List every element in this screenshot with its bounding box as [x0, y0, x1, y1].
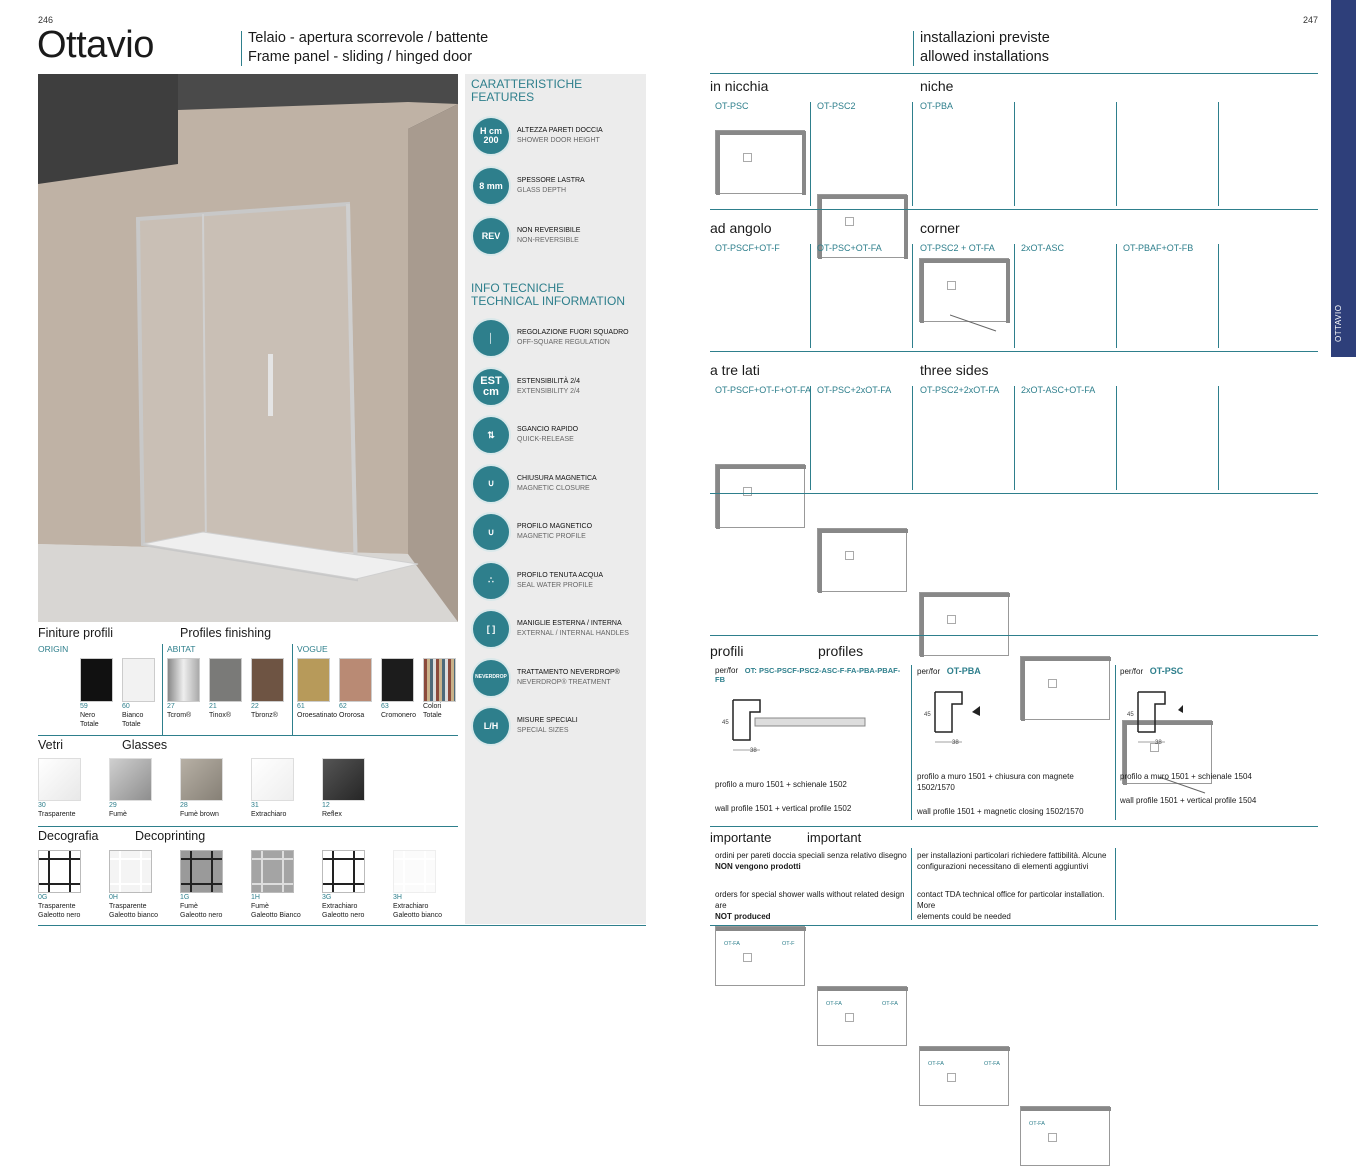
label: Totale [122, 721, 141, 728]
plan-tag: OT-FA [882, 1001, 898, 1007]
installation-code: OT-PSC [715, 101, 749, 111]
plan-tag: OT-F [782, 941, 795, 947]
badge: 8 mm [479, 180, 503, 191]
note-it: per installazioni particolari richiedere fattibilità. Alcune [917, 851, 1107, 860]
installation-code: OT-PSC+2xOT-FA [817, 385, 892, 395]
feature-it: SPESSORE LASTRA [517, 177, 585, 184]
finishing-heading-en: Profiles finishing [180, 626, 272, 640]
info-en: OFF-SQUARE REGULATION [517, 339, 610, 347]
badge: EST cm [480, 374, 502, 398]
code: 28 [180, 802, 188, 809]
label: Totale [423, 712, 442, 719]
glass-swatch [109, 758, 152, 819]
features-heading-en: FEATURES [471, 90, 535, 104]
installation-plan [715, 926, 805, 986]
row-title-en: three sides [920, 362, 989, 378]
subtitle-en: Frame panel - sliding / hinged door [248, 49, 473, 65]
label: Cromonero [381, 712, 417, 719]
info-item [471, 557, 641, 606]
profile-desc-it: profilo a muro 1501 + schienale 1502 [715, 780, 847, 789]
info-heading-it: INFO TECNICHE [471, 281, 565, 295]
info-heading [471, 282, 625, 308]
installation-code: OT-PBA [920, 101, 954, 111]
group-vogue: VOGUE [297, 644, 328, 654]
info-en: MAGNETIC PROFILE [517, 533, 586, 541]
deco-pattern [322, 850, 365, 893]
finish-swatch [80, 658, 113, 729]
installation-plan [715, 130, 805, 194]
installation-plan [817, 528, 907, 592]
info-en: EXTERNAL / INTERNAL HANDLES [517, 630, 629, 638]
profiles-heading-en: profiles [818, 643, 864, 659]
deco-swatch [180, 850, 223, 920]
info-it: MANIGLIE ESTERNA / INTERNA [517, 620, 622, 628]
profile-dimension: 38 [952, 740, 959, 746]
info-it: ESTENSIBILITÀ 2/4 [517, 377, 581, 385]
code: 63 [381, 703, 389, 710]
important-heading-it: importante [710, 830, 772, 845]
label: Tinox® [209, 712, 232, 719]
note-it: NON vengono prodotti [715, 862, 801, 871]
page-number-right: 247 [1303, 15, 1319, 25]
glass-color [251, 758, 294, 801]
installation-plan [715, 464, 805, 528]
code: 59 [80, 703, 88, 710]
glass-swatch [180, 758, 223, 819]
feature-item [471, 111, 641, 161]
swatch-color [423, 658, 456, 702]
magnetic-profile-icon: ∪ [471, 512, 511, 552]
finish-swatch [381, 658, 416, 720]
code: 21 [209, 703, 217, 710]
profile-codes: OT-PSC [1149, 666, 1184, 676]
feature-it: NON REVERSIBILE [517, 227, 581, 234]
off-square-icon: │ [471, 318, 511, 358]
deco-heading-en: Decoprinting [135, 829, 206, 843]
profile-desc-it: profilo a muro 1501 + schienale 1504 [1120, 772, 1252, 781]
code: 3H [393, 894, 402, 901]
installation-plan [817, 986, 907, 1046]
finish-swatch [167, 658, 200, 720]
deco-pattern [38, 850, 81, 893]
deco-swatch [322, 850, 365, 920]
shower-enclosure-illustration [38, 74, 458, 622]
label: Extrachiaro [251, 811, 287, 818]
seal-water-icon: ∴ [471, 561, 511, 601]
swatch-color [297, 658, 330, 702]
subtitle [248, 29, 488, 67]
deco-swatch [38, 850, 81, 920]
group-abitat: ABITAT [167, 644, 196, 654]
glass-swatch [38, 758, 81, 819]
label: Nero [80, 712, 96, 719]
info-item [471, 460, 641, 509]
feature-item [471, 161, 641, 211]
finish-swatch [209, 658, 242, 720]
swatch-color [122, 658, 155, 702]
profile-codes: OT: PSC-PSCF-PSC2-ASC-F-FA-PBA-PBAF-FB [715, 666, 901, 684]
profile-dimension: 45 [722, 720, 729, 726]
feature-item [471, 211, 641, 261]
feature-en: NON-REVERSIBLE [517, 237, 579, 244]
badge: REV [481, 230, 501, 241]
glass-swatch [251, 758, 294, 819]
label: Tbronz® [251, 712, 278, 719]
installation-plan [919, 592, 1009, 656]
installation-code: OT-PBAF+OT-FB [1123, 243, 1194, 253]
code: 31 [251, 802, 259, 809]
feature-it: ALTEZZA PARETI DOCCIA [517, 127, 603, 134]
info-en: QUICK-RELEASE [517, 436, 574, 444]
label: Tcrom® [167, 712, 192, 719]
installation-code: OT-PSC+OT-FA [817, 243, 882, 253]
glass-swatch [322, 758, 365, 819]
label: Fumè [109, 811, 127, 818]
note-en: orders for special shower walls without related design are [715, 890, 905, 910]
label: Ororosa [339, 712, 365, 719]
label: Galeotto nero [322, 912, 365, 919]
installations-heading-it: installazioni previste [920, 30, 1050, 46]
glass-heading-en: Glasses [122, 738, 168, 752]
installation-code: OT-PSC2 [817, 101, 856, 111]
finish-swatch [297, 658, 337, 720]
swatch-color [339, 658, 372, 702]
plan-tag: OT-FA [1029, 1121, 1045, 1127]
deco-swatch [109, 850, 158, 920]
row-title-en: niche [920, 78, 954, 94]
label: Reflex [322, 811, 342, 818]
info-heading-en: TECHNICAL INFORMATION [471, 294, 626, 308]
finish-swatch [339, 658, 372, 720]
glass-color [322, 758, 365, 801]
quick-release-icon: ⇅ [471, 415, 511, 455]
label: Galeotto Bianco [251, 912, 301, 919]
code: 0G [38, 894, 48, 901]
info-en: EXTENSIBILITY 2/4 [517, 387, 580, 395]
finish-swatch [251, 658, 284, 720]
label: Trasparente [38, 811, 76, 818]
code: 29 [109, 802, 117, 809]
label: Extrachiaro [322, 903, 358, 910]
label: Galeotto nero [180, 912, 223, 919]
side-tab [1331, 0, 1356, 357]
row-title-en: corner [920, 220, 960, 236]
note [715, 850, 909, 922]
info-item [471, 363, 641, 412]
profile-dimension: 45 [924, 712, 931, 718]
label: Fumè brown [180, 811, 219, 818]
installation-plan [919, 1046, 1009, 1106]
row-title-it: a tre lati [710, 362, 760, 378]
installation-code: OT-PSCF+OT-F [715, 243, 780, 253]
profile-dimension: 45 [1127, 712, 1134, 718]
plan-tag: OT-FA [928, 1061, 944, 1067]
info-en: SPECIAL SIZES [517, 727, 569, 735]
info-it: PROFILO MAGNETICO [517, 523, 593, 531]
special-sizes-icon [471, 706, 511, 746]
code: 0H [109, 894, 118, 901]
glass-color [180, 758, 223, 801]
info-it: SGANCIO RAPIDO [517, 426, 579, 434]
installation-code: OT-PSC2+2xOT-FA [920, 385, 1000, 395]
plan-tag: OT-FA [984, 1061, 1000, 1067]
info-item [471, 605, 641, 654]
row-title-it: in nicchia [710, 78, 769, 94]
deco-swatch [251, 850, 301, 920]
label: Oroesatinato [297, 712, 338, 719]
profile-desc-en: wall profile 1501 + magnetic closing 1502/1570 [917, 807, 1084, 816]
installations-heading [920, 29, 1050, 67]
profile-section-drawing [1120, 684, 1280, 746]
info-en: MAGNETIC CLOSURE [517, 484, 590, 492]
installation-code: OT-PSC2 + OT-FA [920, 243, 995, 253]
info-list [471, 314, 641, 751]
profile-dimension: 38 [750, 748, 757, 754]
side-tab-label: OTTAVIO [1334, 304, 1343, 342]
code: 12 [322, 802, 330, 809]
badge: L/H [483, 720, 499, 731]
swatch-color [209, 658, 242, 702]
info-item [471, 702, 641, 751]
note-it: ordini per pareti doccia speciali senza relativo disegno [715, 851, 907, 860]
installations-heading-en: allowed installations [920, 49, 1049, 65]
swatch-color [381, 658, 414, 702]
label: Colori [423, 703, 442, 710]
note-it: configurazioni necessitano di elementi aggiuntivi [917, 862, 1089, 871]
badge: H cm 200 [479, 126, 502, 145]
info-item [471, 508, 641, 557]
features-list [471, 111, 641, 261]
installation-code: 2xOT-ASC [1021, 243, 1065, 253]
label: Galeotto bianco [393, 912, 443, 919]
per-for: per/for [715, 666, 739, 675]
label: Galeotto bianco [109, 912, 159, 919]
code: 1H [251, 894, 260, 901]
installation-code: OT-PSCF+OT-F+OT-FA [715, 385, 812, 395]
installation-plan [919, 258, 1009, 322]
info-en: NEVERDROP® TREATMENT [517, 678, 611, 686]
code: 60 [122, 703, 130, 710]
code: 30 [38, 802, 46, 809]
code: 62 [339, 703, 347, 710]
profile-desc-it: profilo a muro 1501 + chiusura con magnete 1502/1570 [917, 772, 1074, 792]
row-title-it: ad angolo [710, 220, 772, 236]
code: 61 [297, 703, 305, 710]
note [917, 850, 1113, 922]
features-heading-it: CARATTERISTICHE [471, 77, 583, 91]
swatch-color [80, 658, 113, 702]
info-it: CHIUSURA MAGNETICA [517, 474, 597, 482]
info-it: PROFILO TENUTA ACQUA [517, 571, 604, 579]
note-en: contact TDA technical office for particolar installation. More [917, 890, 1105, 910]
subtitle-it: Telaio - apertura scorrevole / battente [248, 30, 489, 46]
info-it: REGOLAZIONE FUORI SQUADRO [517, 329, 629, 337]
glass-color [109, 758, 152, 801]
deco-pattern [109, 850, 152, 893]
label: Extrachiaro [393, 903, 429, 910]
code: 1G [180, 894, 190, 901]
finish-swatch [423, 658, 456, 720]
feature-en: SHOWER DOOR HEIGHT [517, 137, 600, 144]
code: 22 [251, 703, 259, 710]
label: Fumè [251, 903, 269, 910]
profile-item [1120, 666, 1315, 806]
profile-desc-en: wall profile 1501 + vertical profile 1504 [1120, 796, 1257, 805]
page-title: Ottavio [37, 24, 154, 66]
extensibility-icon [471, 367, 511, 407]
plan-tag: OT-FA [826, 1001, 842, 1007]
label: Totale [80, 721, 99, 728]
info-item [471, 411, 641, 460]
handles-icon: [ ] [471, 609, 511, 649]
glass-color [38, 758, 81, 801]
glass-heading-it: Vetri [38, 738, 64, 752]
profile-dimension: 38 [1155, 740, 1162, 746]
code: 27 [167, 703, 175, 710]
feature-en: GLASS DEPTH [517, 187, 567, 194]
height-icon [471, 116, 511, 156]
neverdrop-icon [471, 658, 511, 698]
group-origin: ORIGIN [38, 644, 69, 654]
page-number-left: 246 [38, 15, 54, 25]
profile-item [715, 666, 910, 814]
finish-swatch [122, 658, 155, 729]
swatch-color [251, 658, 284, 702]
deco-pattern [251, 850, 294, 893]
label: Trasparente [38, 903, 76, 910]
profile-item [917, 666, 1112, 817]
info-it: MISURE SPECIALI [517, 717, 578, 725]
label: Trasparente [109, 903, 147, 910]
installation-code: 2xOT-ASC+OT-FA [1021, 385, 1096, 395]
magnetic-closure-icon: ∪ [471, 464, 511, 504]
deco-pattern [393, 850, 436, 893]
note-en: elements could be needed [917, 912, 1011, 921]
code: 3G [322, 894, 332, 901]
info-it: TRATTAMENTO NEVERDROP® [517, 668, 620, 676]
info-item [471, 654, 641, 703]
profile-section-drawing [715, 692, 875, 754]
features-heading [471, 78, 582, 104]
per-for: per/for [1120, 667, 1144, 676]
profile-section-drawing [917, 684, 1077, 746]
profile-desc-en: wall profile 1501 + vertical profile 1502 [715, 804, 852, 813]
info-en: SEAL WATER PROFILE [517, 581, 593, 589]
label: Bianco [122, 712, 144, 719]
deco-heading-it: Decografia [38, 829, 99, 843]
per-for: per/for [917, 667, 941, 676]
glass-depth-icon [471, 166, 511, 206]
product-photo [38, 74, 458, 622]
profiles-heading-it: profili [710, 643, 744, 659]
label: Fumè [180, 903, 198, 910]
swatch-color [167, 658, 200, 702]
plan-tag: OT-FA [724, 941, 740, 947]
label: Galeotto nero [38, 912, 81, 919]
badge: NEVERDROP [475, 674, 507, 681]
deco-swatch [393, 850, 442, 920]
installation-plan [1020, 1106, 1110, 1166]
profile-codes: OT-PBA [946, 666, 981, 676]
important-heading-en: important [807, 830, 862, 845]
reversible-icon [471, 216, 511, 256]
deco-pattern [180, 850, 223, 893]
note-en: NOT produced [715, 912, 771, 921]
info-item [471, 314, 641, 363]
finishing-heading-it: Finiture profili [38, 626, 114, 640]
